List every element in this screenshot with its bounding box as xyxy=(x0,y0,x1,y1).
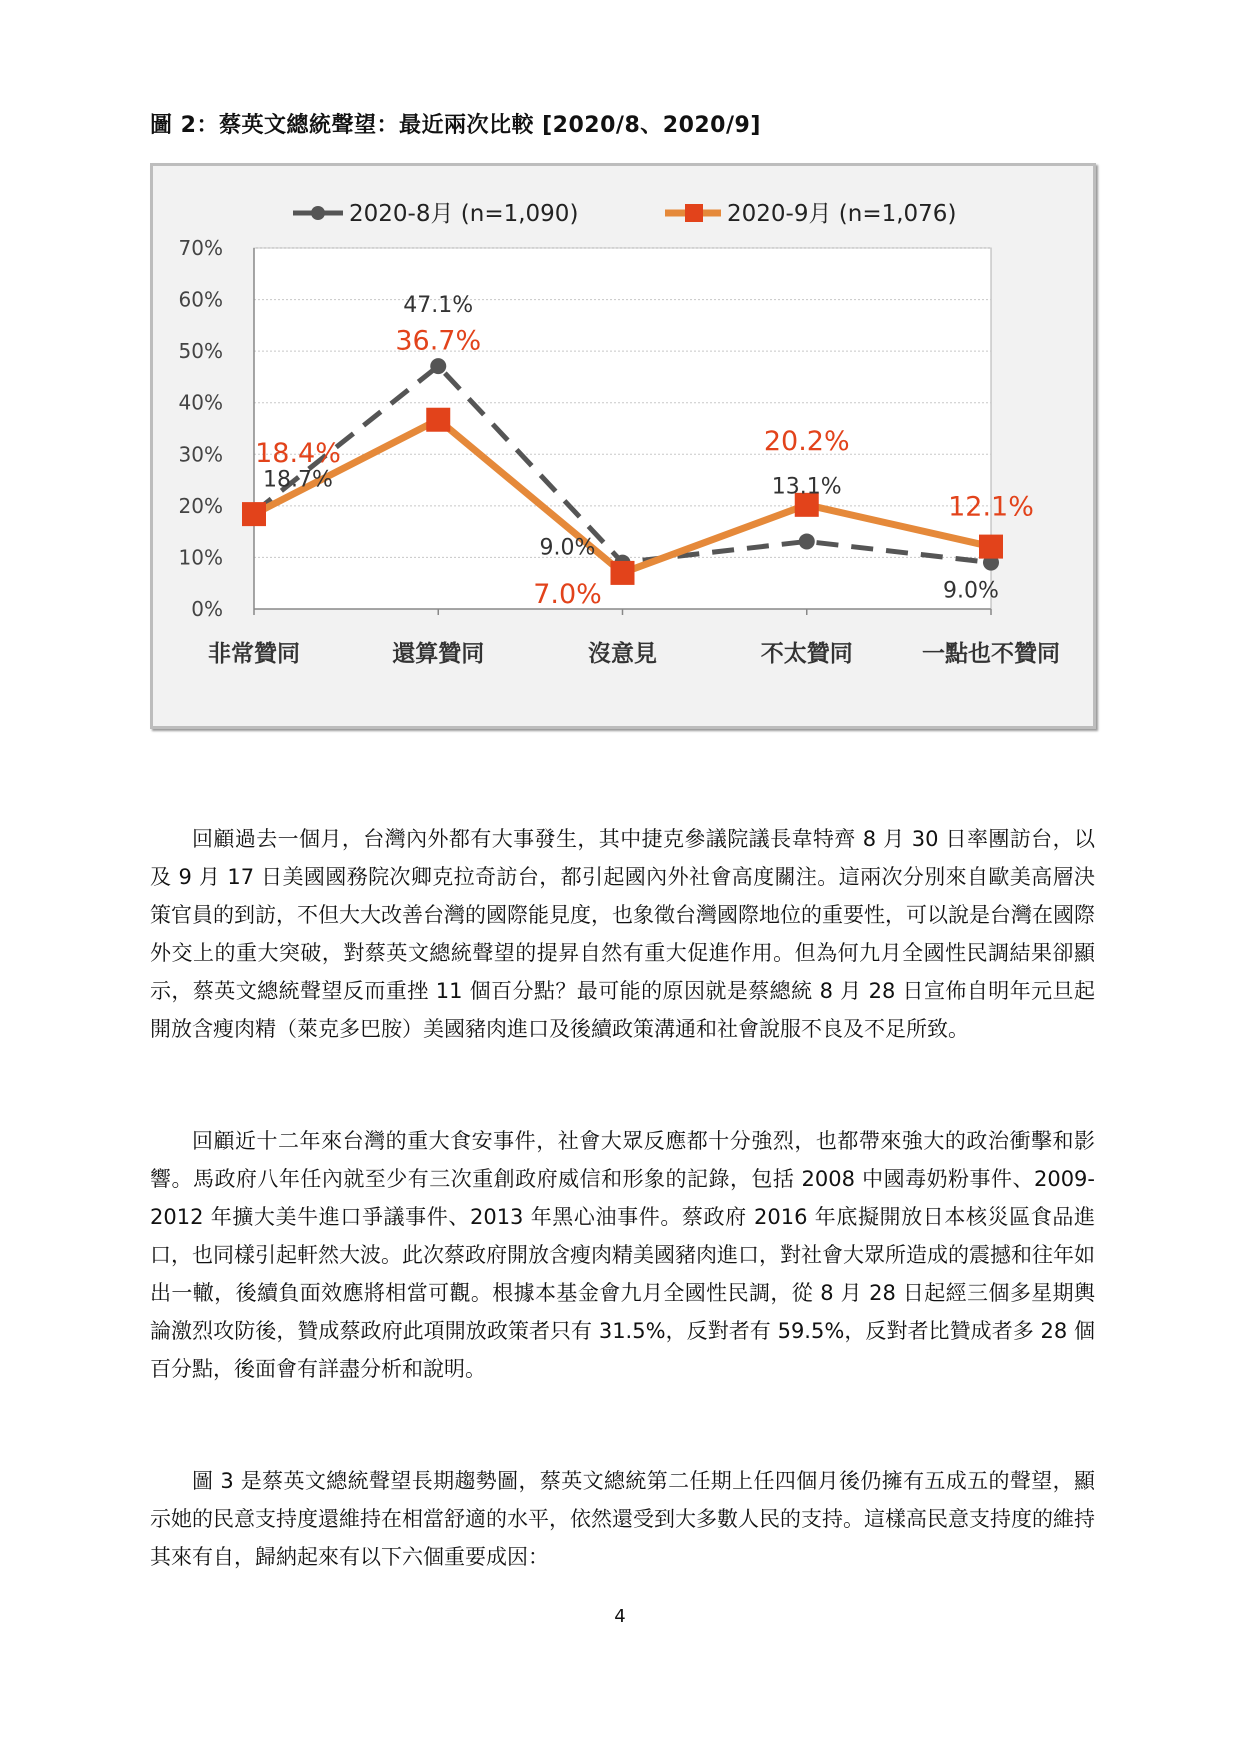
chart-frame xyxy=(150,163,1096,729)
legend-marker-2020-8 xyxy=(311,206,325,220)
data-label-2020-9: 20.2% xyxy=(763,425,850,457)
x-tick-label: 沒意見 xyxy=(588,641,657,667)
series-point-2020-9 xyxy=(426,408,450,432)
legend-label-2020-8: 2020-8月 (n=1,090) xyxy=(349,201,579,227)
line-chart xyxy=(153,166,1093,726)
figure-title: 圖 2：蔡英文總統聲望：最近兩次比較 [2020/8、2020/9] xyxy=(150,113,761,138)
data-label-2020-8: 18.7% xyxy=(263,467,333,493)
data-label-2020-8: 13.1% xyxy=(771,474,842,500)
legend-marker-2020-9 xyxy=(685,204,703,222)
series-point-2020-9 xyxy=(242,502,266,526)
y-tick-label: 50% xyxy=(178,339,223,364)
y-tick-label: 0% xyxy=(191,597,223,621)
paragraph: 回顧過去一個月，台灣內外都有大事發生，其中捷克參議院議長韋特齊 8 月 30 日率團訪台，以及 9 月 17 日美國國務院次卿克拉奇訪台，都引起國內外社會高度關注。這兩次分別來自歐美高層決策官員的到訪，不但大大改善台灣的國際能見度，也象徵台灣國際地位的重要性，可以說是台灣在國際外交上的重大突破，對蔡英文總統聲望的提昇自然有重大促進作用。但為何九月全國性民調結果卻顯示，蔡英文總統聲望反而重挫 11 個百分點？最可能的原因就是蔡總統 8 月 28 日宣佈自明年元旦起開放含瘦肉精（萊克多巴胺）美國豬肉進口及後續政策溝通和社會說服不良及不足所致。 xyxy=(150,827,1095,1041)
y-tick-label: 70% xyxy=(178,236,223,260)
y-tick-label: 60% xyxy=(178,287,223,312)
series-point-2020-9 xyxy=(611,561,635,585)
data-label-2020-8: 9.0% xyxy=(539,535,596,561)
x-tick-label: 一點也不贊同 xyxy=(922,641,1060,667)
page-number: 4 xyxy=(614,1606,626,1627)
y-tick-label: 40% xyxy=(178,390,223,415)
x-tick-label: 非常贊同 xyxy=(208,641,300,667)
x-tick-label: 不太贊同 xyxy=(760,641,853,667)
y-tick-label: 10% xyxy=(178,545,223,570)
legend-label-2020-9: 2020-9月 (n=1,076) xyxy=(727,201,957,227)
series-point-2020-8 xyxy=(799,533,815,549)
data-label-2020-8: 9.0% xyxy=(943,578,999,604)
y-tick-label: 30% xyxy=(178,442,223,467)
paragraph: 圖 3 是蔡英文總統聲望長期趨勢圖，蔡英文總統第二任期上任四個月後仍擁有五成五的聲望，顯示她的民意支持度還維持在相當舒適的水平，依然還受到大多數人民的支持。這樣高民意支持度的維持其來有自，歸納起來有以下六個重要成因： xyxy=(150,1469,1095,1569)
paragraph: 回顧近十二年來台灣的重大食安事件，社會大眾反應都十分強烈，也都帶來強大的政治衝擊和影響。馬政府八年任內就至少有三次重創政府威信和形象的記錄，包括 2008 中國毒奶粉事件、2009-2012 年擴大美牛進口爭議事件、2013 年黑心油事件。蔡政府 2016 年底擬開放日本核災區食品進口，也同樣引起軒然大波。此次蔡政府開放含瘦肉精美國豬肉進口，對社會大眾所造成的震撼和往年如出一轍，後續負面效應將相當可觀。根據本基金會九月全國性民調，從 8 月 28 日起經三個多星期輿論激烈攻防後，贊成蔡政府此項開放政策者只有 31.5%，反對者有 59.5%，反對者比贊成者多 28 個百分點，後面會有詳盡分析和說明。 xyxy=(150,1129,1095,1381)
y-tick-label: 20% xyxy=(178,493,223,518)
data-label-2020-9: 36.7% xyxy=(395,325,482,357)
series-point-2020-9 xyxy=(979,535,1003,559)
data-label-2020-9: 12.1% xyxy=(948,491,1034,523)
data-label-2020-9: 18.4% xyxy=(255,438,341,470)
data-label-2020-8: 47.1% xyxy=(403,293,474,319)
series-point-2020-8 xyxy=(430,358,446,374)
data-label-2020-9: 7.0% xyxy=(533,578,602,610)
x-tick-label: 還算贊同 xyxy=(392,641,485,667)
